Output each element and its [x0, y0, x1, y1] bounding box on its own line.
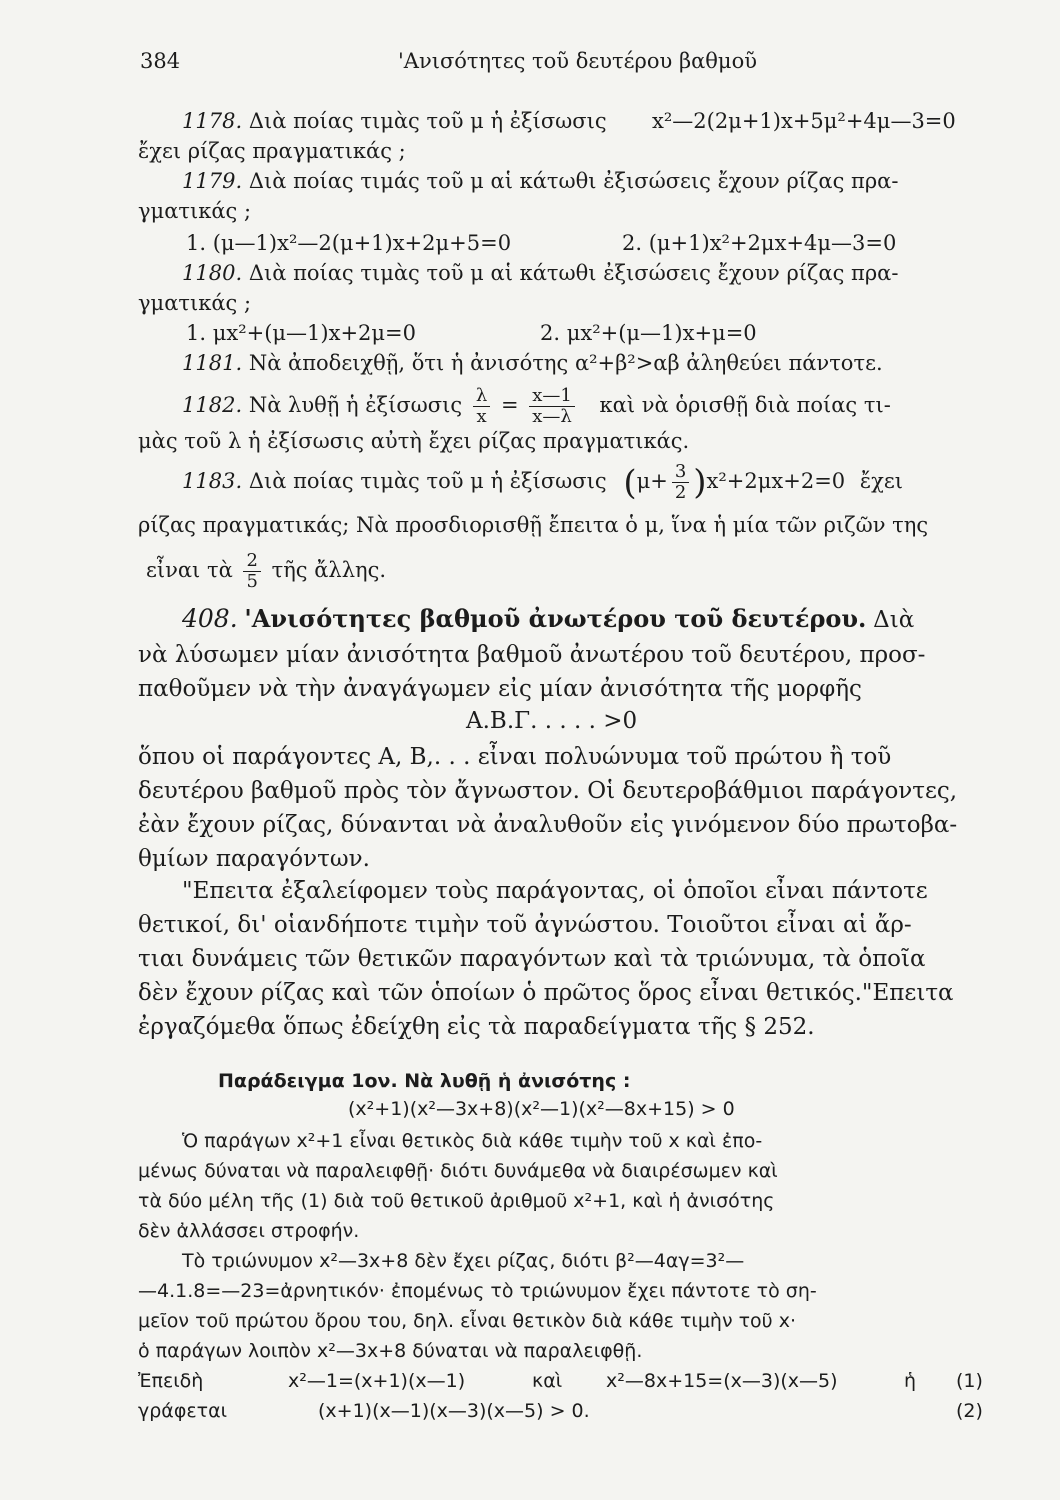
exercise-1178-cont: ἔχει ρίζας πραγματικάς ; [138, 139, 406, 163]
exercise-1179-eq1: 1. (μ—1)x²—2(μ+1)x+2μ+5=0 [186, 231, 512, 255]
fraction-lambda-over-x: $\frac{\lambda}{x}$ [473, 386, 490, 427]
example-line-7: ὁ παράγων λοιπὸν x²—3x+8 δύναται νὰ παραλειφθῇ. [138, 1340, 643, 1362]
exercise-1181 [182, 350, 883, 376]
example-line-3: δὲν ἀλλάσσει στροφήν. [138, 1220, 360, 1242]
example-title: Παράδειγμα 1ον. Νὰ λυθῇ ἡ ἀνισότης : [218, 1070, 631, 1092]
fraction-two-fifths: $\frac{2}{5}$ [243, 551, 260, 592]
section-line-0: Διὰ [873, 607, 915, 633]
example-line-6: μεῖον τοῦ πρώτου ὅρου του, δηλ. εἶναι θετικὸν διὰ κάθε τιμὴν τοῦ x· [138, 1310, 796, 1332]
exercise-text: Νὰ λυθῇ ἡ ἐξίσωσις [248, 393, 463, 417]
exercise-1179 [182, 168, 898, 194]
exercise-text: Νὰ ἀποδειχθῇ, ὅτι ἡ ἀνισότης α²+β²>αβ ἀληθεύει πάντοτε. [248, 351, 883, 375]
example-line-9-b: (x+1)(x—1)(x—3)(x—5) > 0. [318, 1400, 590, 1422]
section-line-6: ἐὰν ἔχουν ρίζας, δύνανται νὰ ἀναλυθοῦν εἰς γινόμενον δύο πρωτοβα- [138, 812, 958, 838]
exercise-1180-cont: γματικάς ; [138, 291, 252, 315]
section-line-3: Α.Β.Γ. . . . . >0 [466, 708, 638, 734]
exercise-1182 [182, 383, 891, 427]
exercise-number: 1183. [182, 469, 243, 493]
section-title: 'Ανισότητες βαθμοῦ ἀνωτέρου τοῦ δευτέρου. [244, 604, 867, 633]
example-line-1: μένως δύναται νὰ παραλειφθῇ· διότι δυνάμεθα νὰ διαιρέσωμεν καὶ [138, 1160, 778, 1182]
section-line-7: θμίων παραγόντων. [138, 846, 370, 872]
equals-sign: = [500, 393, 519, 417]
running-title: 'Ανισότητες τοῦ δευτέρου βαθμοῦ [398, 49, 757, 73]
page-number: 384 [140, 49, 181, 73]
example-eq-number-2: (2) [956, 1400, 983, 1422]
example-line-0: Ὁ παράγων x²+1 εἶναι θετικὸς διὰ κάθε τιμὴν τοῦ x καὶ ἐπο- [182, 1130, 763, 1152]
exercise-number: 1178. [182, 109, 243, 133]
fraction-x-minus-1: $\frac{x—1}{x—\lambda}$ [529, 386, 575, 427]
exercise-1178-equation: x²—2(2μ+1)x+5μ²+4μ—3=0 [652, 109, 956, 133]
exercise-text: Διὰ ποίας τιμάς τοῦ μ αἱ κάτωθι ἐξισώσεις ἔχουν ρίζας πρα- [248, 169, 899, 193]
section-line-10: τιαι δυνάμεις τῶν θετικῶν παραγόντων καὶ τὰ τριώνυμα, τὰ ὁποῖα [138, 946, 926, 972]
example-line-9-a: γράφεται [138, 1400, 228, 1422]
section-line-12: ἐργαζόμεθα ὅπως ἐδείχθη εἰς τὰ παραδείγματα τῆς § 252. [138, 1014, 815, 1040]
example-line-8-e: ἡ [904, 1370, 917, 1392]
section-line-4: ὅπου οἱ παράγοντες Α, Β,. . . εἶναι πολυώνυμα τοῦ πρώτου ἢ τοῦ [138, 744, 892, 770]
exercise-1180-eq1: 1. μx²+(μ—1)x+2μ=0 [186, 321, 417, 345]
right-paren: ) [693, 462, 707, 503]
exercise-1183-cont2: εἶναι τὰ $\frac{2}{5}$ τῆς ἄλλης. [146, 550, 387, 592]
section-line-9: θετικοί, δι' οἱανδήποτε τιμὴν τοῦ ἀγνώστου. Τοιοῦτοι εἶναι αἱ ἄρ- [138, 912, 912, 938]
exercise-1183-cont: ρίζας πραγματικάς; Νὰ προσδιορισθῇ ἔπειτα ὁ μ, ἵνα ἡ μία τῶν ριζῶν της [138, 513, 929, 537]
section-line-2: παθοῦμεν νὰ τὴν ἀναγάγωμεν εἰς μίαν ἀνισότητα τῆς μορφῆς [138, 676, 862, 702]
section-heading [182, 604, 914, 635]
section-line-11: δὲν ἔχουν ρίζας καὶ τῶν ὁποίων ὁ πρῶτος ὅρος εἶναι θετικός."Επειτα [138, 980, 954, 1006]
exercise-1180-eq2: 2. μx²+(μ—1)x+μ=0 [540, 321, 757, 345]
example-line-8-b: x²—1=(x+1)(x—1) [288, 1370, 466, 1392]
example-line-8-a: Ἐπειδὴ [138, 1370, 204, 1392]
section-number: 408. [182, 604, 238, 633]
exercise-text: Διὰ ποίας τιμὰς τοῦ μ αἱ κάτωθι ἐξισώσεις ἔχουν ρίζας πρα- [248, 261, 899, 285]
exercise-1183 [182, 456, 903, 508]
section-line-1: νὰ λύσωμεν μίαν ἀνισότητα βαθμοῦ ἀνωτέρου τοῦ δευτέρου, προσ- [138, 642, 926, 668]
exercise-tail: ἔχει [859, 469, 903, 493]
exercise-tail: καὶ νὰ ὁρισθῇ διὰ ποίας τι- [599, 393, 891, 417]
section-line-8: "Επειτα ἐξαλείφομεν τοὺς παράγοντας, οἱ ὁποῖοι εἶναι πάντοτε [182, 878, 928, 904]
exercise-text: Διὰ ποίας τιμὰς τοῦ μ ἡ ἐξίσωσις [248, 469, 607, 493]
example-line-4: Τὸ τριώνυμον x²—3x+8 δὲν ἔχει ρίζας, διότι β²—4αγ=3²— [182, 1250, 745, 1272]
example-inequality: (x²+1)(x²—3x+8)(x²—1)(x²—8x+15) > 0 [348, 1098, 735, 1120]
example-line-2: τὰ δύο μέλη τῆς (1) διὰ τοῦ θετικοῦ ἀριθμοῦ x²+1, καὶ ἡ ἀνισότης [138, 1190, 775, 1212]
example-line-5: —4.1.8=—23=ἀρνητικόν· ἐπομένως τὸ τριώνυμον ἔχει πάντοτε τὸ ση- [138, 1280, 817, 1302]
example-eq-number-1: (1) [956, 1370, 983, 1392]
example-line-8-c: καὶ [532, 1370, 563, 1392]
section-line-5: δευτέρου βαθμοῦ πρὸς τὸν ἄγνωστον. Οἱ δευτεροβάθμιοι παράγοντες, [138, 778, 958, 804]
exercise-text: Διὰ ποίας τιμὰς τοῦ μ ἡ ἐξίσωσις [248, 109, 607, 133]
exercise-1179-cont: γματικάς ; [138, 199, 252, 223]
exercise-1179-eq2: 2. (μ+1)x²+2μx+4μ—3=0 [622, 231, 897, 255]
exercise-number: 1182. [182, 393, 243, 417]
exercise-number: 1179. [182, 169, 243, 193]
exercise-number: 1181. [182, 351, 243, 375]
exercise-1178 [182, 108, 607, 134]
exercise-1180 [182, 260, 898, 286]
fraction-three-halves: $\frac{3}{2}$ [672, 462, 689, 503]
example-line-8-d: x²—8x+15=(x—3)(x—5) [606, 1370, 838, 1392]
exercise-1182-cont: μὰς τοῦ λ ἡ ἐξίσωσις αὐτὴ ἔχει ρίζας πραγματικάς. [138, 429, 690, 453]
left-paren: ( [623, 462, 637, 503]
mu-plus: μ+ [636, 469, 668, 493]
equation: x²+2μx+2=0 [706, 469, 846, 493]
exercise-number: 1180. [182, 261, 243, 285]
